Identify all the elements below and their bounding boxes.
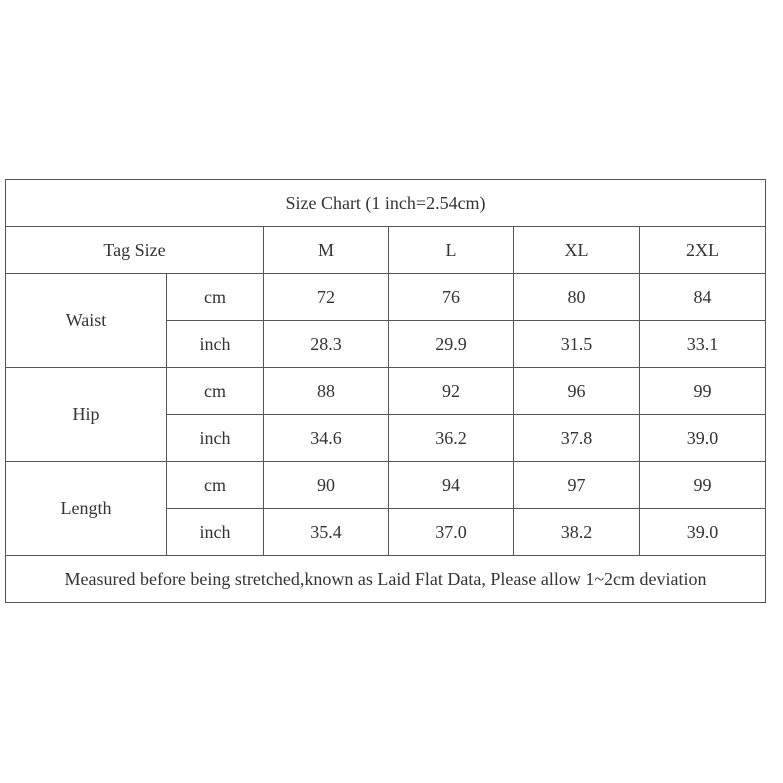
table-cell: 84 [640,274,766,321]
table-cell: 97 [514,462,640,509]
unit-label: cm [167,368,264,415]
table-cell: 96 [514,368,640,415]
unit-label: inch [167,509,264,556]
unit-label: cm [167,274,264,321]
table-cell: 38.2 [514,509,640,556]
table-cell: 80 [514,274,640,321]
unit-label: inch [167,321,264,368]
table-cell: 36.2 [389,415,514,462]
table-cell: 72 [264,274,389,321]
table-cell: 39.0 [640,415,766,462]
size-header-2xl: 2XL [640,227,766,274]
table-cell: 99 [640,368,766,415]
table-cell: 29.9 [389,321,514,368]
table-cell: 35.4 [264,509,389,556]
size-header-xl: XL [514,227,640,274]
table-cell: 28.3 [264,321,389,368]
table-cell: 88 [264,368,389,415]
header-row [6,227,766,274]
size-header-m: M [264,227,389,274]
unit-label: inch [167,415,264,462]
table-cell: 76 [389,274,514,321]
unit-label: cm [167,462,264,509]
table-row [6,274,766,321]
size-chart-title: Size Chart (1 inch=2.54cm) [6,180,766,227]
table-row [6,368,766,415]
table-cell: 37.8 [514,415,640,462]
measurement-waist-label: Waist [6,274,167,368]
title-row [6,180,766,227]
table-cell: 99 [640,462,766,509]
measurement-length-label: Length [6,462,167,556]
table-row [6,462,766,509]
table-cell: 33.1 [640,321,766,368]
size-chart-table [5,179,766,603]
table-cell: 31.5 [514,321,640,368]
table-cell: 90 [264,462,389,509]
measurement-note: Measured before being stretched,known as Laid Flat Data, Please allow 1~2cm deviation [6,556,766,603]
note-row [6,556,766,603]
measurement-hip-label: Hip [6,368,167,462]
table-cell: 39.0 [640,509,766,556]
table-cell: 37.0 [389,509,514,556]
size-header-l: L [389,227,514,274]
table-cell: 94 [389,462,514,509]
table-cell: 34.6 [264,415,389,462]
tag-size-label: Tag Size [6,227,264,274]
table-cell: 92 [389,368,514,415]
